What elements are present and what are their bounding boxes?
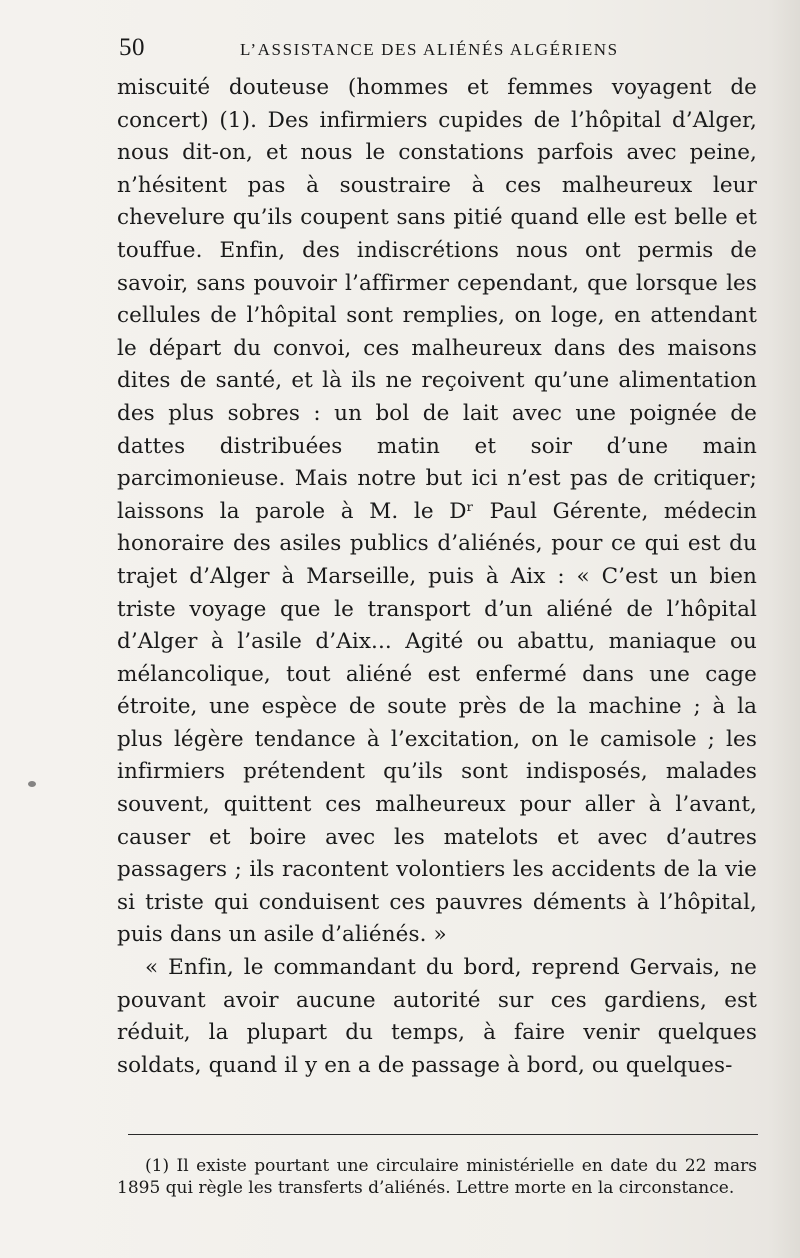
page-header (119, 30, 759, 64)
paragraph: « Enfin, le commandant du bord, reprend Gervais, ne pouvant avoir aucune autorité sur ces gardiens, est réduit, la plupart du temps, à faire venir quelques soldats, quand il y en a de passage à bord, ou quelques- (117, 955, 757, 1078)
footnote-divider (128, 1134, 758, 1135)
footnote-text: (1) Il existe pourtant une circulaire ministérielle en date du 22 mars 1895 qui règle les transferts d’aliénés. Lettre morte en la circonstance. (117, 1156, 757, 1198)
ink-spot (28, 781, 36, 787)
footnote (117, 1155, 757, 1199)
running-head: L’ASSISTANCE DES ALIÉNÉS ALGÉRIENS (240, 40, 619, 59)
paragraph: miscuité douteuse (hommes et femmes voyagent de concert) (1). Des infirmiers cupides de l’hôpital d’Alger, nous dit-on, et nous le constations parfois avec peine, n’hésitent pas à soustraire à ces malheureux leur chevelure qu’ils coupent sans pitié quand elle est belle et touffue. Enfin, des indiscrétions nous ont permis de savoir, sans pouvoir l’affirmer cependant, que lorsque les cellules de l’hôpital sont remplies, on loge, en attendant le départ du convoi, ces malheureux dans des maisons dites de santé, et là ils ne reçoivent qu’une alimentation des plus sobres : un bol de lait avec une poignée de dattes distribuées matin et soir d’une main parcimonieuse. Mais notre but ici n’est pas de critiquer; laissons la parole à M. le Dʳ Paul Gérente, médecin honoraire des asiles publics d’aliénés, pour ce qui est du trajet d’Alger à Marseille, puis à Aix : « C’est un bien triste voyage que le transport d’un aliéné de l’hôpital d’Alger à l’asile d’Aix... Agité ou abattu, maniaque ou mélancolique, tout aliéné est enfermé dans une cage étroite, une espèce de soute près de la machine ; à la plus légère tendance à l’excitation, on le camisole ; les infirmiers prétendent qu’ils sont indisposés, malades souvent, quittent ces malheureux pour aller à l’avant, causer et boire avec les matelots et avec d’autres passagers ; ils racontent volontiers les accidents de la vie si triste qui conduisent ces pauvres déments à l’hôpital, puis dans un asile d’aliénés. » (117, 75, 757, 948)
body-text (117, 72, 757, 1082)
page-number: 50 (119, 34, 145, 61)
